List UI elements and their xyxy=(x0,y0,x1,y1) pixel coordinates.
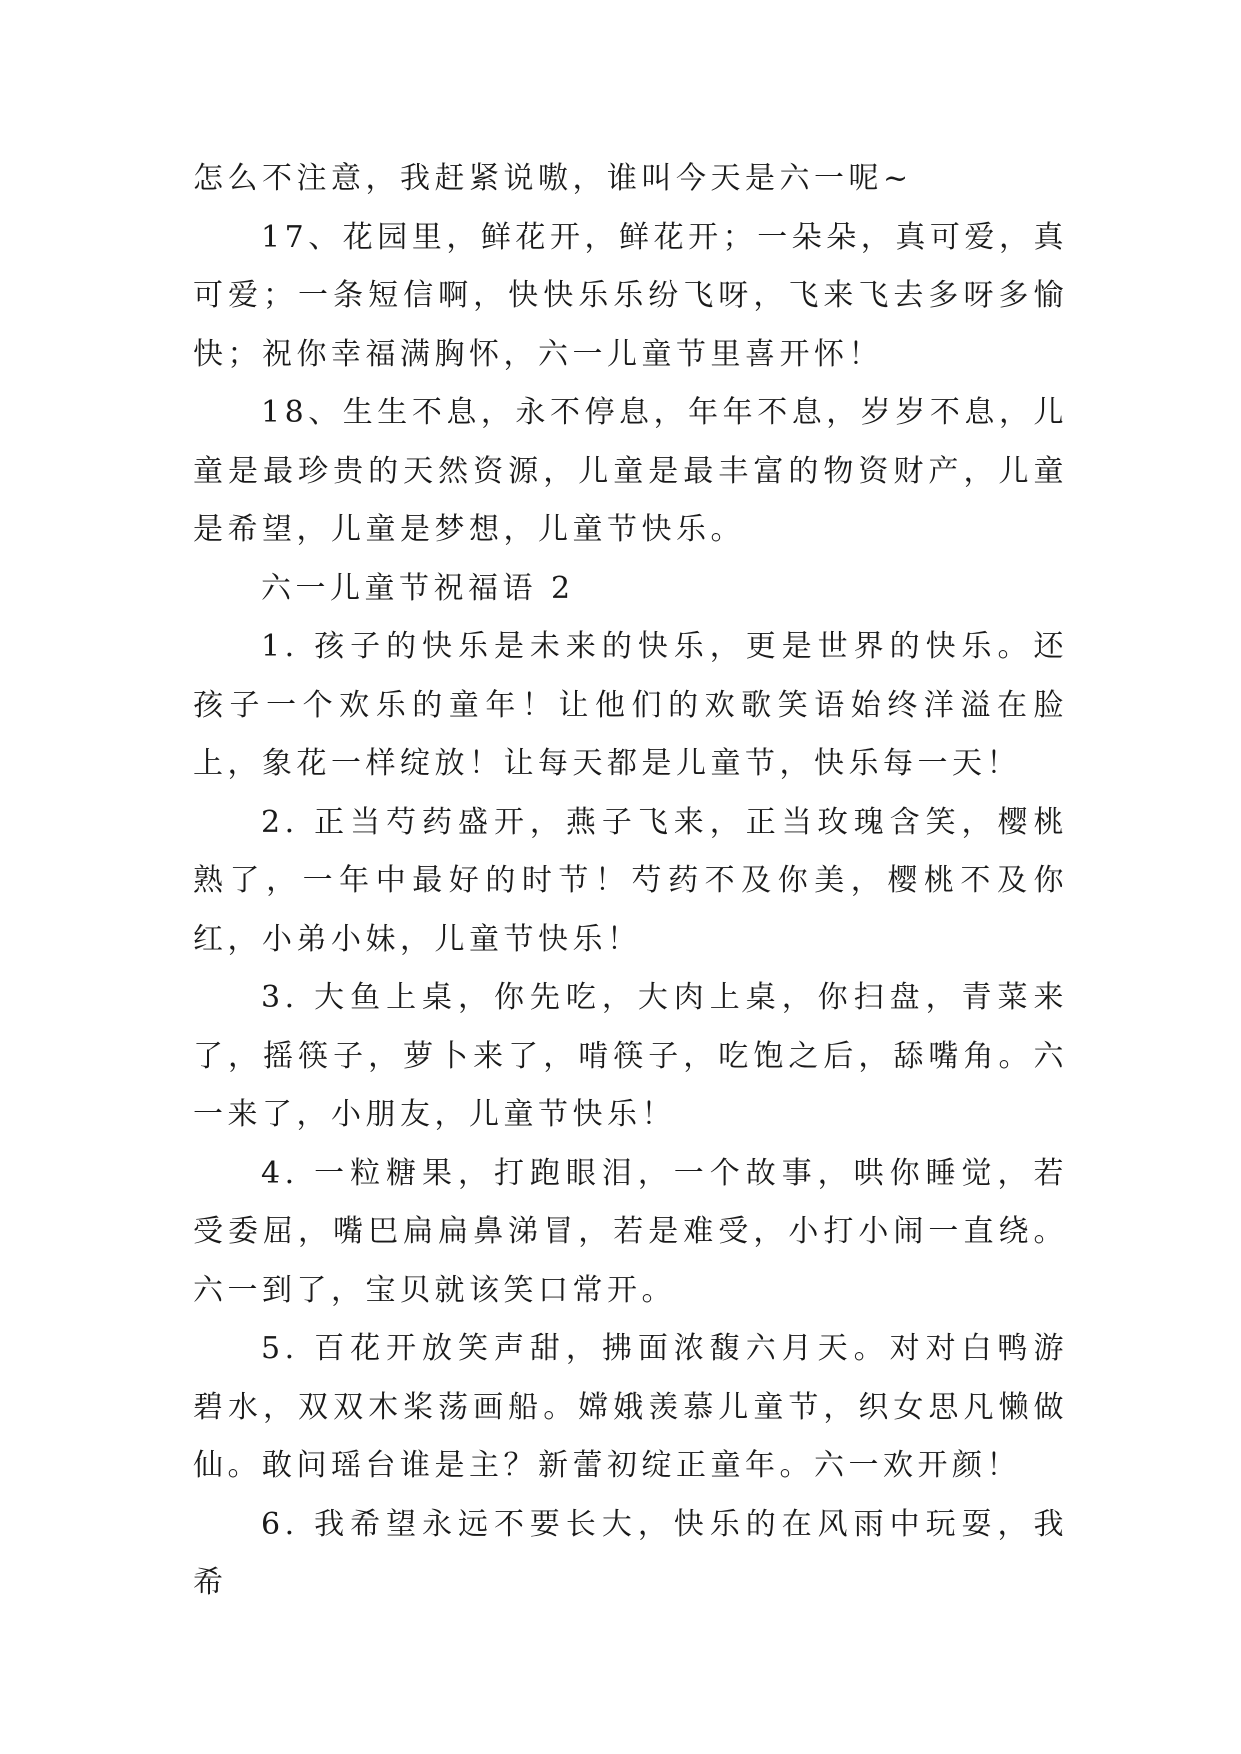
paragraph-item-5: 5. 百花开放笑声甜，拂面浓馥六月天。对对白鸭游碧水，双双木桨荡画船。嫦娥羡慕儿童节，织女思凡懒做仙。敢问瑶台谁是主？新蕾初绽正童年。六一欢开颜！ xyxy=(193,1331,1068,1483)
paragraph-item-6: 6. 我希望永远不要长大，快乐的在风雨中玩耍，我希 xyxy=(193,1506,1068,1600)
document-page xyxy=(193,150,1068,1613)
paragraph-continuation: 怎么不注意，我赶紧说嗷，谁叫今天是六一呢~ xyxy=(193,161,913,196)
paragraph-item-18: 18、生生不息，永不停息，年年不息，岁岁不息，儿童是最珍贵的天然资源，儿童是最丰富的物资财产，儿童是希望，儿童是梦想，儿童节快乐。 xyxy=(193,395,1068,547)
paragraph-item-2: 2. 正当芍药盛开，燕子飞来，正当玫瑰含笑，樱桃熟了，一年中最好的时节！芍药不及你美，樱桃不及你红，小弟小妹，儿童节快乐！ xyxy=(193,804,1068,957)
paragraph-item-4: 4. 一粒糖果，打跑眼泪，一个故事，哄你睡觉，若受委屈，嘴巴扁扁鼻涕冒，若是难受，小打小闹一直绕。六一到了，宝贝就该笑口常开。 xyxy=(193,1155,1068,1308)
paragraph-item-3: 3. 大鱼上桌，你先吃，大肉上桌，你扫盘，青菜来了，摇筷子，萝卜来了，啃筷子，吃饱之后，舔嘴角。六一来了，小朋友，儿童节快乐！ xyxy=(193,980,1068,1132)
section-heading: 六一儿童节祝福语 2 xyxy=(261,570,575,606)
paragraph-item-1: 1. 孩子的快乐是未来的快乐，更是世界的快乐。还孩子一个欢乐的童年！让他们的欢歌笑语始终洋溢在脸上，象花一样绽放！让每天都是儿童节，快乐每一天！ xyxy=(193,629,1068,781)
paragraph-item-17: 17、花园里，鲜花开，鲜花开；一朵朵，真可爱，真可爱；一条短信啊，快快乐乐纷飞呀，飞来飞去多呀多愉快；祝你幸福满胸怀，六一儿童节里喜开怀！ xyxy=(193,219,1068,372)
